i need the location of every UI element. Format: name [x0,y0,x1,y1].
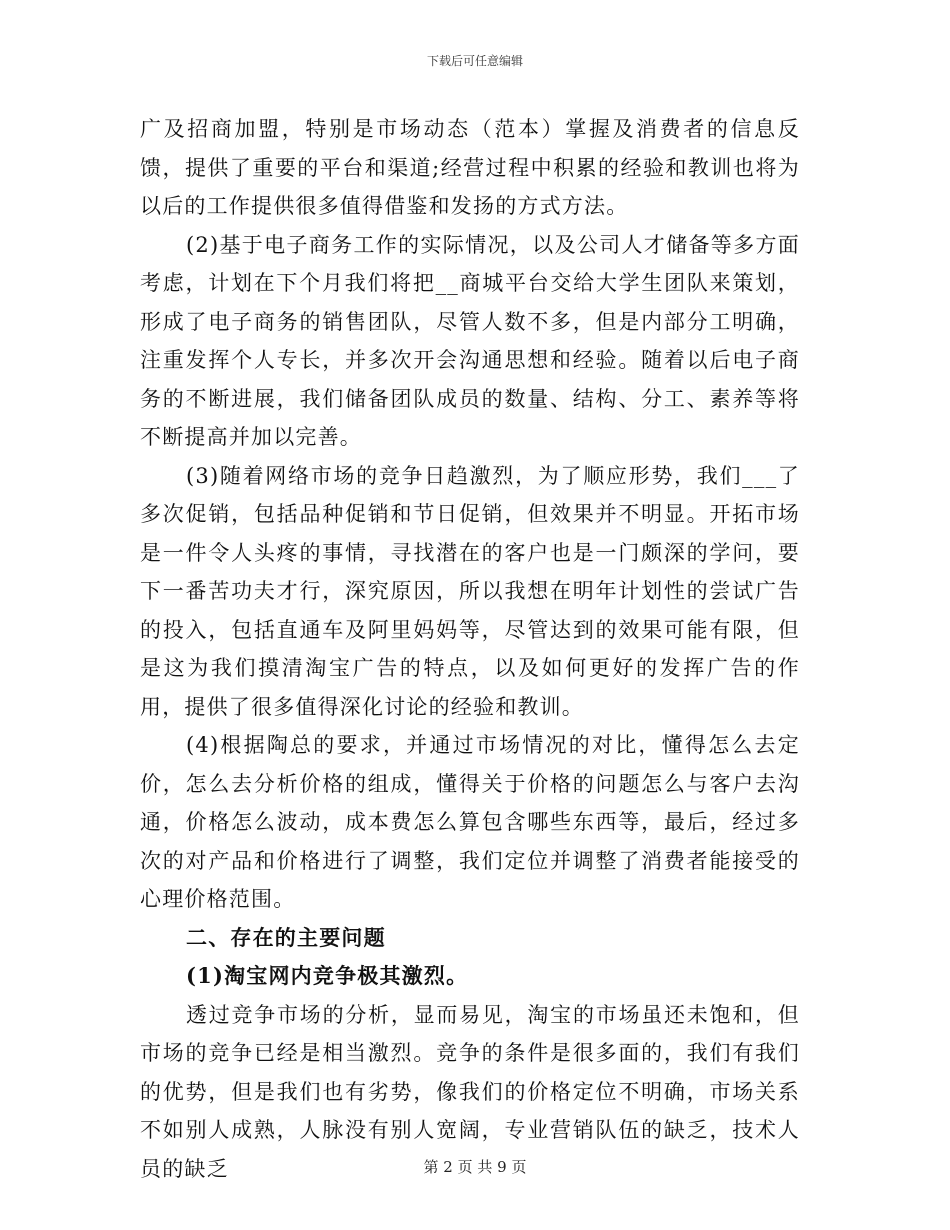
page-header-note: 下载后可任意编辑 [426,54,523,68]
paragraph-item-3: (3)随着网络市场的竞争日趋激烈，为了顺应形势，我们___了多次促销，包括品种促销和节日促销，但效果并不明显。开拓市场是一件令人头疼的事情，寻找潜在的客户也是一门颇深的学问，要下一番苦功夫才行，深究原因，所以我想在明年计划性的尝试广告的投入，包括直通车及阿里妈妈等，尽管达到的效果可能有限，但是这为我们摸清淘宝广告的特点，以及如何更好的发挥广告的作用，提供了很多值得深化讨论的经验和教训。 [140,463,800,719]
page-number: 第 2 页 共 9 页 [423,1158,527,1176]
paragraph-item-2: (2)基于电子商务工作的实际情况，以及公司人才储备等多方面考虑，计划在下个月我们将把__商城平台交给大学生团队来策划，形成了电子商务的销售团队，尽管人数不多，但是内部分工明确，注重发挥个人专长，并多次开会沟通思想和经验。随着以后电子商务的不断进展，我们储备团队成员的数量、结构、分工、素养等将不断提高并加以完善。 [140,232,800,449]
paragraph-item-4: (4)根据陶总的要求，并通过市场情况的对比，懂得怎么去定价，怎么去分析价格的组成，懂得关于价格的问题怎么与客户去沟通，价格怎么波动，成本费怎么算包含哪些东西等，最后，经过多次的对产品和价格进行了调整，我们定位并调整了消费者能接受的心理价格范围。 [140,733,800,911]
subsection-heading: (1)淘宝网内竞争极其激烈。 [186,963,469,988]
paragraph-competition: 透过竞争市场的分析，显而易见，淘宝的市场虽还未饱和，但市场的竞争已经是相当激烈。竞争的条件是很多面的，我们有我们的优势，但是我们也有劣势，像我们的价格定位不明确，市场关系不如别人成熟，人脉没有别人宽阔，专业营销队伍的缺乏，技术人员的缺乏 [140,1002,800,1181]
document-body [140,110,800,1188]
paragraph-continued: 广及招商加盟，特别是市场动态（范本）掌握及消费者的信息反馈，提供了重要的平台和渠道;经营过程中积累的经验和教训也将为以后的工作提供很多值得借鉴和发扬的方式方法。 [140,117,800,218]
section-heading: 二、存在的主要问题 [186,924,386,950]
